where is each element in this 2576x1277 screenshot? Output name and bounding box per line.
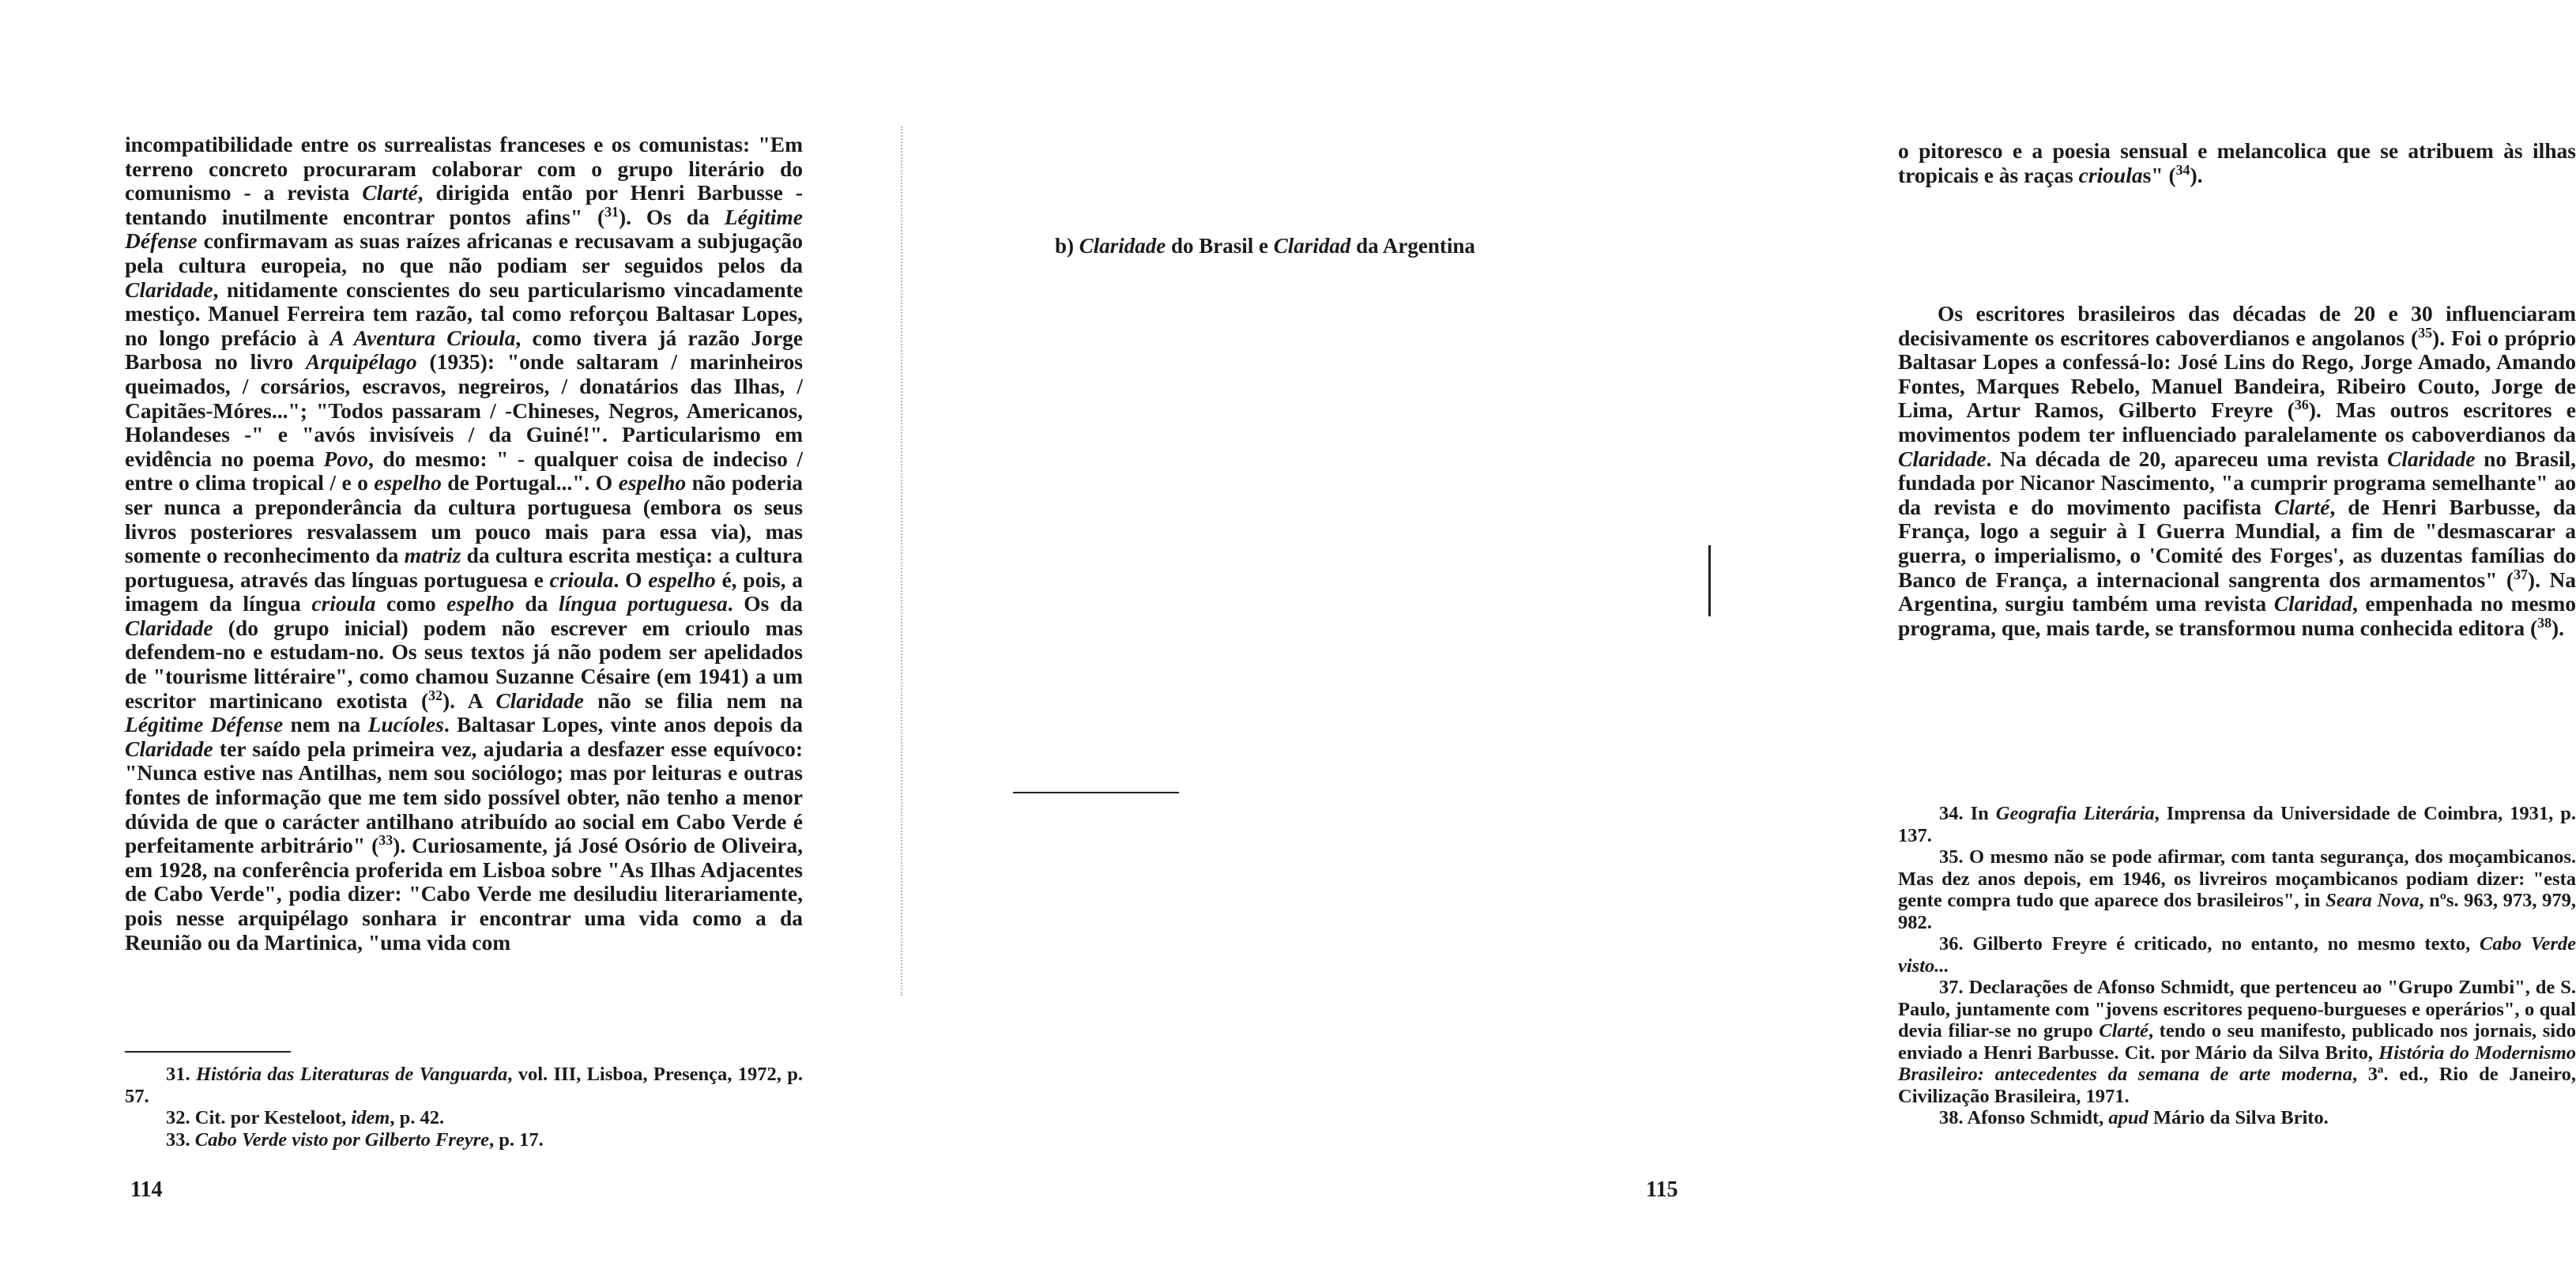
left-footnote-rule — [125, 1051, 291, 1053]
footnote-35: 35. O mesmo não se pode afirmar, com tanta segurança, dos moçambicanos. Mas dez anos depois, em 1946, os livreiros moçambicanos podiam dizer: "esta gente compra tudo que aparece dos brasileiros", in Seara Nova, nºs. 963, 973, 979, 982. — [1898, 846, 2576, 933]
right-body-paragraph: Os escritores brasileiros das décadas de 20 e 30 influenciaram decisivamente os escritores caboverdianos e angolanos ($^{35}$). Foi o próprio Baltasar Lopes a confessá-lo: José Lins do Rego, Jorge Amado, Amando Fontes, Marques Rebelo, Manuel Bandeira, Ribeiro Couto, Jorge de Lima, Artur Ramos, Gilberto Freyre ($^{36}$). Mas outros escritores e movimentos podem ter influenciado paralelamente os caboverdianos da Claridade. Na década de 20, apareceu uma revista Claridade no Brasil, fundada por Nicanor Nascimento, "a cumprir programa semelhante" ao da revista e do movimento pacifista Clarté, de Henri Barbusse, da França, logo a seguir à I Guerra Mundial, a fim de "desmascarar a guerra, o imperialismo, o 'Comité des Forges', as duzentas famílias do Banco de França, a internacional sangrenta dos armamentos" ($^{37}$). Na Argentina, surgiu também uma revista Claridad, empenhada no mesmo programa, que, mais tarde, se transformou numa conhecida editora ($^{38}$). — [1898, 301, 2576, 640]
margin-mark — [1708, 545, 1711, 616]
section-heading: b) Claridade do Brasil e Claridad da Argentina — [1055, 234, 1475, 258]
right-body-text — [1898, 302, 2576, 640]
right-footnotes — [1898, 803, 2576, 1129]
left-footnotes — [125, 1064, 803, 1151]
left-body-paragraph: incompatibilidade entre os surrealistas franceses e os comunistas: "Em terreno concreto procuraram colaborar com o grupo literário do comunismo - a revista Clarté, dirigida então por Henri Barbusse - tentando inutilmente encontrar pontos afins" ($^{31}$). Os da Légitime Défense confirmavam as suas raízes africanas e recusavam a subjugação pela cultura europeia, no que não podiam ser seguidos pelos da Claridade, nitidamente conscientes do seu particularismo vincadamente mestiço. Manuel Ferreira tem razão, tal como reforçou Baltasar Lopes, no longo prefácio à A Aventura Crioula, como tivera já razão Jorge Barbosa no livro Arquipélago (1935): "onde saltaram / marinheiros queimados, / corsários, escravos, negreiros, / donatários das Ilhas, / Capitães-Móres..."; "Todos passaram / -Chineses, Negros, Americanos, Holandeses -" e "avós invisíveis / da Guiné!". Particularismo em evidência no poema Povo, do mesmo: " - qualquer coisa de indeciso / entre o clima tropical / e o espelho de Portugal...". O espelho não poderia ser nunca a preponderância da cultura portuguesa (embora os seus livros posteriores resvalassem um pouco mais para essa via), mas somente o reconhecimento da matriz da cultura escrita mestiça: a cultura portuguesa, através das línguas portuguesa e crioula. O espelho é, pois, a imagem da língua crioula como espelho da língua portuguesa. Os da Claridade (do grupo inicial) podem não escrever em crioulo mas defendem-no e estudam-no. Os seus textos já não podem ser apelidados de "tourisme littéraire", como chamou Suzanne Césaire (em 1941) a um escritor martinicano exotista ($^{32}$). A Claridade não se filia nem na Légitime Défense nem na Lucíoles. Baltasar Lopes, vinte anos depois da Claridade ter saído pela primeira vez, ajudaria a desfazer esse equívoco: "Nunca estive nas Antilhas, nem sou sociólogo; mas por leituras e outras fontes de informação que me tem sido possível obter, não tenho a menor dúvida de que o carácter antilhano atribuído ao social em Cabo Verde é perfeitamente arbitrário" ($^{33}$). Curiosamente, já José Osório de Oliveira, em 1928, na conferência proferida em Lisboa sobre "As Ilhas Adjacentes de Cabo Verde", podia dizer: "Cabo Verde me desiludiu literariamente, pois nesse arquipélago sonhara ir encontrar uma vida como a da Reunião ou da Martinica, "uma vida com — [125, 132, 804, 955]
footnote-32: 32. Cit. por Kesteloot, idem, p. 42. — [166, 1107, 445, 1128]
right-page-number: 115 — [1646, 1177, 1678, 1202]
right-intro-text — [1898, 139, 2576, 187]
left-body-text — [125, 133, 803, 955]
footnote-33: 33. Cabo Verde visto por Gilberto Freyre, p. 17. — [166, 1128, 544, 1151]
right-intro-paragraph: o pitoresco e a poesia sensual e melancolica que se atribuem às ilhas tropicais e às raças crioulas" ($^{34}$). — [1898, 138, 2576, 187]
left-page-number: 114 — [130, 1177, 163, 1202]
footnote-37: 37. Declarações de Afonso Schmidt, que pertenceu ao "Grupo Zumbi", de S. Paulo, juntamente com "jovens escritores pequeno-burgueses e operários", o qual devia filiar-se no grupo Clarté, tendo o seu manifesto, publicado nos jornais, sido enviado a Henri Barbusse. Cit. por Mário da Silva Brito, História do Modernismo Brasileiro: antecedentes da semana de arte moderna, 3ª. ed., Rio de Janeiro, Civilização Brasileira, 1971. — [1898, 977, 2576, 1107]
right-page — [885, 0, 2576, 1277]
left-page — [0, 0, 885, 1277]
footnote-38: 38. Afonso Schmidt, apud Mário da Silva Brito. — [1939, 1107, 2329, 1128]
right-footnote-rule — [1013, 792, 1179, 793]
footnote-31: 31. História das Literaturas de Vanguarda, vol. III, Lisboa, Presença, 1972, p. 57. — [125, 1064, 804, 1107]
footnote-36: 36. Gilberto Freyre é criticado, no entanto, no mesmo texto, Cabo Verde visto... — [1898, 933, 2576, 977]
footnote-34: 34. In Geografia Literária, Imprensa da Universidade de Coimbra, 1931, p. 137. — [1898, 803, 2576, 846]
